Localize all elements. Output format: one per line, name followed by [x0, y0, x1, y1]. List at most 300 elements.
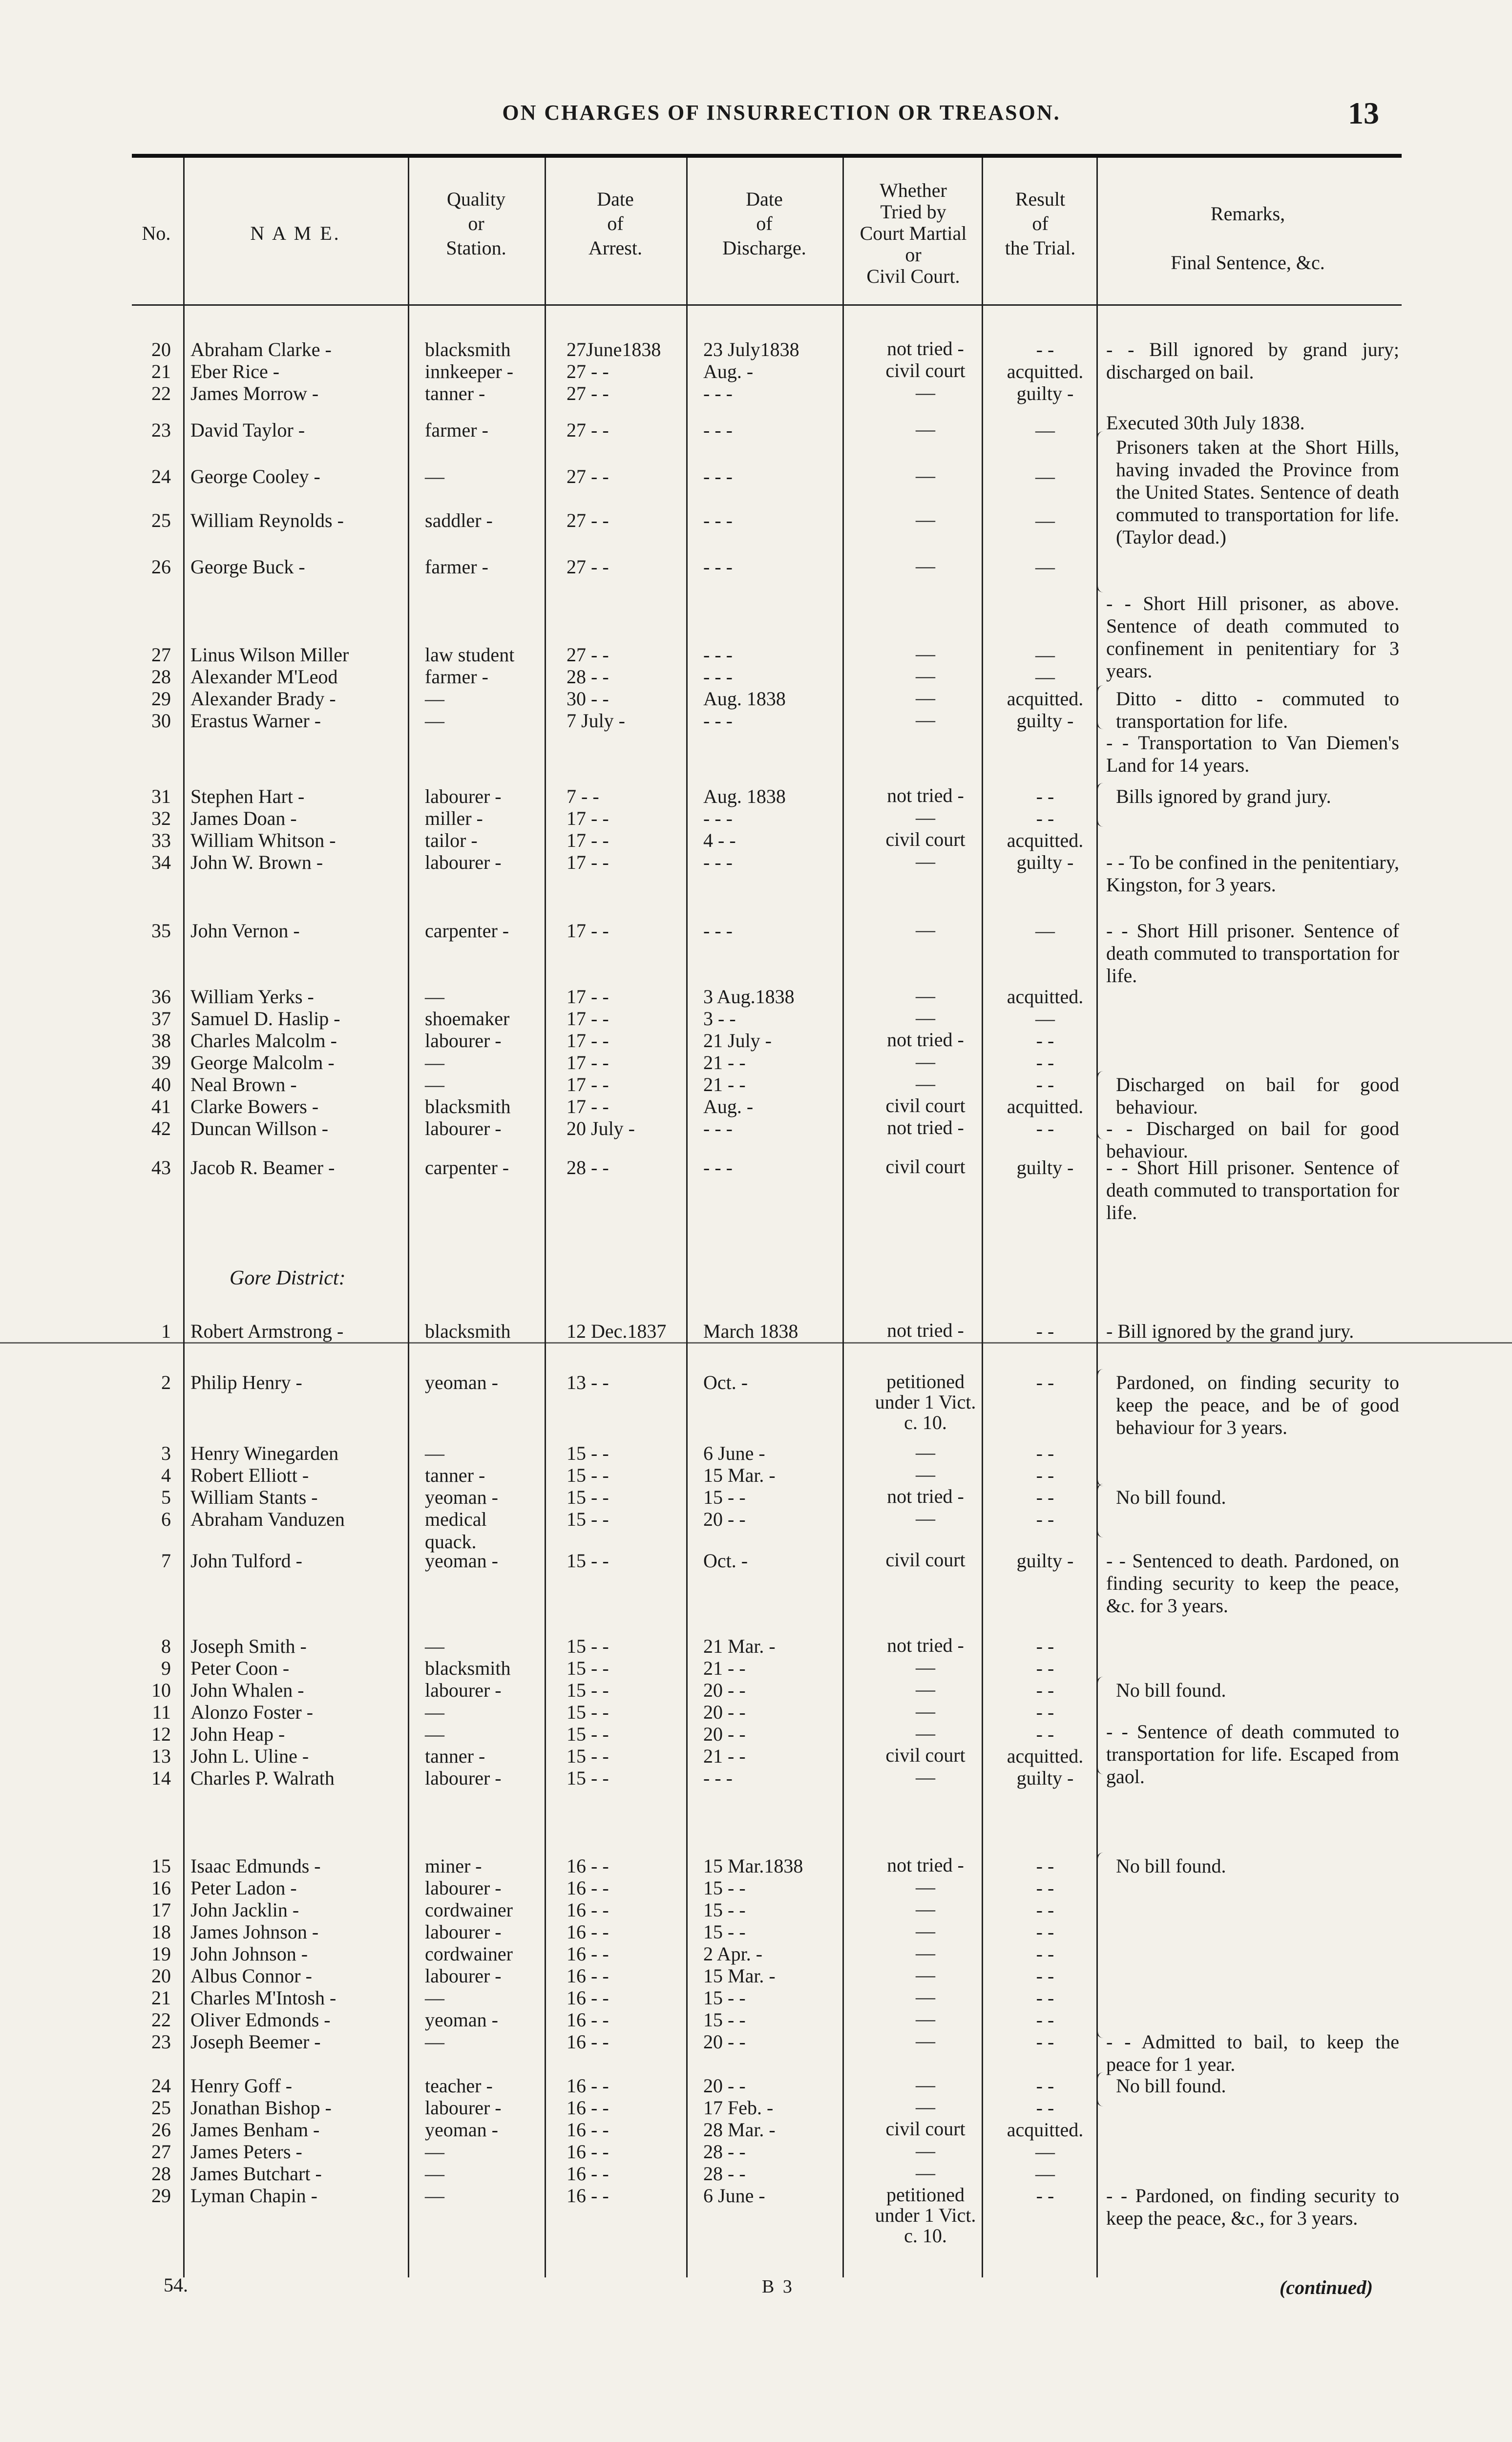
row-number: 28 [151, 666, 171, 688]
quality-or-station: blacksmith [425, 338, 511, 360]
quality-or-station: — [425, 1635, 444, 1657]
date-of-discharge: 23 July1838 [703, 338, 799, 360]
date-of-arrest: 16 - - [567, 2185, 609, 2207]
footer-sheet-number: 54. [164, 2274, 188, 2296]
date-of-arrest: 15 - - [567, 1701, 609, 1723]
remark-text: No bill found. [1116, 2075, 1226, 2097]
person-name: Alonzo Foster - [190, 1701, 314, 1723]
date-of-discharge: 6 June - [703, 1442, 765, 1464]
row-number: 5 [161, 1486, 171, 1508]
column-header-remarks: Remarks, Final Sentence, &c. [1171, 203, 1325, 274]
date-of-discharge: Oct. - [703, 1371, 748, 1393]
date-of-discharge: 20 - - [703, 1701, 746, 1723]
trial-type: not tried - [887, 784, 964, 806]
trial-result: - - [1036, 1679, 1054, 1701]
date-of-arrest: 17 - - [567, 986, 609, 1008]
date-of-arrest: 15 - - [567, 1767, 609, 1789]
row-number: 37 [151, 1008, 171, 1030]
date-of-arrest: 17 - - [567, 1074, 609, 1095]
date-of-arrest: 20 July - [567, 1117, 635, 1139]
trial-result: — [1035, 1008, 1055, 1030]
person-name: William Stants - [190, 1486, 318, 1508]
date-of-discharge: Aug. 1838 [703, 688, 786, 710]
date-of-arrest: 15 - - [567, 1745, 609, 1767]
row-number: 35 [151, 920, 171, 942]
date-of-discharge: Aug. - [703, 1095, 754, 1117]
row-number: 22 [151, 382, 171, 404]
trial-result: — [1035, 509, 1055, 531]
date-of-arrest: 15 - - [567, 1723, 609, 1745]
records-table [132, 158, 1402, 2277]
brace-mark [1096, 1853, 1107, 2038]
person-name: George Buck - [190, 556, 305, 578]
row-number: 16 [151, 1877, 171, 1899]
person-name: James Doan - [190, 807, 297, 829]
remark-text: - - Short Hill prisoner. Sentence of death commuted to transportation for life. [1106, 920, 1399, 987]
trial-type: — [916, 665, 935, 687]
row-number: 24 [151, 465, 171, 487]
row-number: 27 [151, 2141, 171, 2163]
trial-result: — [1035, 920, 1055, 942]
date-of-arrest: 12 Dec.1837 [567, 1320, 667, 1342]
trial-result: guilty - [1016, 851, 1074, 873]
date-of-arrest: 17 - - [567, 829, 609, 851]
quality-or-station: carpenter - [425, 1157, 509, 1179]
trial-result: - - [1036, 1965, 1054, 1987]
trial-type: not tried - [887, 1319, 964, 1341]
trial-type: — [916, 2096, 935, 2118]
date-of-arrest: 16 - - [567, 2097, 609, 2119]
brace-mark [1096, 431, 1107, 592]
trial-result: - - [1036, 1855, 1054, 1877]
date-of-discharge: - - - [703, 1117, 733, 1139]
trial-type: — [916, 1678, 935, 1700]
date-of-arrest: 16 - - [567, 1899, 609, 1921]
trial-result: - - [1036, 2009, 1054, 2031]
page-header-title: ON CHARGES OF INSURRECTION OR TREASON. [502, 101, 1061, 125]
quality-or-station: cordwainer [425, 1899, 513, 1921]
date-of-arrest: 16 - - [567, 1943, 609, 1965]
date-of-discharge: - - - [703, 920, 733, 942]
person-name: Erastus Warner - [190, 710, 321, 732]
date-of-arrest: 16 - - [567, 1877, 609, 1899]
quality-or-station: tanner - [425, 1464, 485, 1486]
date-of-arrest: 16 - - [567, 2031, 609, 2053]
person-name: John Heap - [190, 1723, 285, 1745]
quality-or-station: — [425, 688, 444, 710]
header-rule [132, 304, 1402, 306]
trial-type: civil court [885, 2118, 966, 2140]
row-number: 26 [151, 556, 171, 578]
date-of-arrest: 30 - - [567, 688, 609, 710]
trial-type: — [916, 806, 935, 828]
row-number: 32 [151, 807, 171, 829]
person-name: Albus Connor - [190, 1965, 312, 1987]
remark-text: No bill found. [1116, 1855, 1226, 1877]
remark-text: - - Transportation to Van Diemen's Land for 14 years. [1106, 732, 1399, 776]
row-number: 6 [161, 1508, 171, 1530]
quality-or-station: tanner - [425, 1745, 485, 1767]
quality-or-station: saddler - [425, 509, 493, 531]
date-of-discharge: 4 - - [703, 829, 736, 851]
date-of-discharge: - - - [703, 1767, 733, 1789]
trial-result: - - [1036, 1723, 1054, 1745]
remark-text: Bills ignored by grand jury. [1116, 785, 1331, 807]
quality-or-station: yeoman - [425, 1550, 498, 1572]
remark-text: - - Short Hill prisoner. Sentence of death commuted to transportation for life. [1106, 1157, 1399, 1223]
trial-type: petitioned under 1 Vict. c. 10. [875, 1370, 976, 1433]
date-of-discharge: Oct. - [703, 1550, 748, 1572]
date-of-arrest: 15 - - [567, 1442, 609, 1464]
row-number: 40 [151, 1074, 171, 1095]
trial-type: civil court [885, 828, 966, 850]
remark-text: Pardoned, on finding security to keep the peace, and be of good behaviour for 3 years. [1116, 1371, 1399, 1438]
date-of-arrest: 15 - - [567, 1657, 609, 1679]
trial-type: — [916, 1986, 935, 2008]
date-of-arrest: 7 - - [567, 785, 599, 807]
person-name: James Johnson - [190, 1921, 319, 1943]
trial-result: - - [1036, 1371, 1054, 1393]
person-name: Peter Coon - [190, 1657, 290, 1679]
brace-mark [1096, 1677, 1107, 1774]
trial-result: guilty - [1016, 1157, 1074, 1179]
date-of-arrest: 17 - - [567, 851, 609, 873]
column-header-quality: Quality or Station. [446, 188, 506, 259]
top-rule [132, 154, 1402, 158]
trial-result: acquitted. [1007, 688, 1084, 710]
column-header-result: Result of the Trial. [1005, 188, 1076, 259]
row-number: 29 [151, 688, 171, 710]
trial-type: — [916, 850, 935, 872]
row-number: 43 [151, 1157, 171, 1179]
date-of-arrest: 27 - - [567, 556, 609, 578]
person-name: Joseph Beemer - [190, 2031, 321, 2053]
person-name: Philip Henry - [190, 1371, 302, 1393]
row-number: 36 [151, 986, 171, 1008]
trial-result: guilty - [1016, 1767, 1074, 1789]
column-header-name: N A M E. [250, 222, 341, 244]
trial-result: - - [1036, 2075, 1054, 2097]
trial-type: — [916, 687, 935, 709]
trial-result: - - [1036, 1320, 1054, 1342]
person-name: George Cooley - [190, 465, 320, 487]
trial-result: guilty - [1016, 1550, 1074, 1572]
person-name: John Vernon - [190, 920, 300, 942]
row-number: 2 [161, 1371, 171, 1393]
row-number: 25 [151, 509, 171, 531]
quality-or-station: — [425, 2031, 444, 2053]
quality-or-station: carpenter - [425, 920, 509, 942]
remark-text: No bill found. [1116, 1679, 1226, 1701]
remark-text: Executed 30th July 1838. [1106, 412, 1305, 434]
date-of-arrest: 16 - - [567, 2009, 609, 2031]
person-name: John Jacklin - [190, 1899, 299, 1921]
date-of-arrest: 16 - - [567, 1965, 609, 1987]
trial-type: — [916, 1463, 935, 1485]
trial-result: - - [1036, 1508, 1054, 1530]
column-header-no: No. [142, 222, 171, 244]
trial-result: - - [1036, 1701, 1054, 1723]
trial-type: — [916, 1920, 935, 1942]
row-number: 4 [161, 1464, 171, 1486]
footer-continued: (continued) [1280, 2276, 1373, 2298]
trial-result: — [1035, 556, 1055, 578]
person-name: Isaac Edmunds - [190, 1855, 321, 1877]
date-of-discharge: 15 - - [703, 2009, 746, 2031]
remark-text: - - Admitted to bail, to keep the peace for 1 year. [1106, 2031, 1399, 2075]
person-name: William Yerks - [190, 986, 314, 1008]
date-of-arrest: 17 - - [567, 1052, 609, 1074]
trial-result: guilty - [1016, 710, 1074, 732]
row-number: 10 [151, 1679, 171, 1701]
person-name: John Whalen - [190, 1679, 304, 1701]
trial-type: — [916, 985, 935, 1007]
date-of-discharge: 6 June - [703, 2185, 765, 2207]
person-name: Henry Goff - [190, 2075, 293, 2097]
trial-type: — [916, 1898, 935, 1920]
row-number: 33 [151, 829, 171, 851]
date-of-discharge: 15 - - [703, 1877, 746, 1899]
date-of-arrest: 15 - - [567, 1550, 609, 1572]
person-name: Neal Brown - [190, 1074, 297, 1095]
person-name: Eber Rice - [190, 360, 280, 382]
quality-or-station: miller - [425, 807, 483, 829]
quality-or-station: — [425, 710, 444, 732]
remark-text: - - Discharged on bail for good behaviour. [1106, 1117, 1399, 1162]
date-of-discharge: - - - [703, 851, 733, 873]
date-of-arrest: 27 - - [567, 644, 609, 666]
page-number: 13 [1348, 96, 1379, 130]
trial-type: civil court [885, 359, 966, 381]
trial-type: — [916, 2140, 935, 2162]
quality-or-station: — [425, 986, 444, 1008]
trial-type: — [916, 381, 935, 403]
row-number: 23 [151, 419, 171, 441]
date-of-discharge: 21 - - [703, 1745, 746, 1767]
trial-type: — [916, 1700, 935, 1722]
trial-type: — [916, 1942, 935, 1964]
row-number: 26 [151, 2119, 171, 2141]
trial-result: — [1035, 644, 1055, 666]
trial-result: - - [1036, 338, 1054, 360]
date-of-discharge: Aug. - [703, 360, 754, 382]
row-number: 9 [161, 1657, 171, 1679]
trial-result: guilty - [1016, 382, 1074, 404]
trial-result: — [1035, 2141, 1055, 2163]
person-name: Linus Wilson Miller [190, 644, 349, 666]
person-name: Lyman Chapin - [190, 2185, 317, 2207]
date-of-arrest: 15 - - [567, 1635, 609, 1657]
person-name: John L. Uline - [190, 1745, 309, 1767]
row-number: 21 [151, 360, 171, 382]
date-of-discharge: 20 - - [703, 1723, 746, 1745]
trial-type: not tried - [887, 1116, 964, 1138]
remark-text: - - Sentence of death commuted to transportation for life. Escaped from gaol. [1106, 1721, 1399, 1788]
person-name: Robert Armstrong - [190, 1320, 344, 1342]
person-name: Alexander M'Leod [190, 666, 338, 688]
trial-type: — [916, 709, 935, 731]
date-of-arrest: 27 - - [567, 419, 609, 441]
person-name: Jonathan Bishop - [190, 2097, 332, 2119]
trial-result: - - [1036, 1987, 1054, 2009]
row-number: 41 [151, 1095, 171, 1117]
row-number: 1 [161, 1320, 171, 1342]
date-of-arrest: 16 - - [567, 1921, 609, 1943]
date-of-arrest: 16 - - [567, 1855, 609, 1877]
person-name: John Tulford - [190, 1550, 302, 1572]
trial-type: — [916, 2074, 935, 2096]
trial-type: — [916, 508, 935, 530]
trial-result: - - [1036, 2097, 1054, 2119]
date-of-discharge: 20 - - [703, 1679, 746, 1701]
brace-mark [1096, 783, 1107, 827]
quality-or-station: tanner - [425, 382, 485, 404]
quality-or-station: — [425, 1442, 444, 1464]
row-number: 38 [151, 1030, 171, 1052]
person-name: John Johnson - [190, 1943, 308, 1965]
brace-mark [1096, 2072, 1107, 2106]
date-of-discharge: - - - [703, 419, 733, 441]
row-number: 21 [151, 1987, 171, 2009]
date-of-arrest: 16 - - [567, 2119, 609, 2141]
date-of-arrest: 27June1838 [567, 338, 661, 360]
quality-or-station: cordwainer [425, 1943, 513, 1965]
date-of-discharge: 15 - - [703, 1921, 746, 1943]
remark-text: - - Short Hill prisoner, as above. Sentence of death commuted to confinement in penitentiary for 3 years. [1106, 592, 1399, 682]
trial-result: - - [1036, 1052, 1054, 1074]
brace-mark [1096, 1484, 1107, 1537]
trial-type: — [916, 919, 935, 941]
row-number: 34 [151, 851, 171, 873]
date-of-discharge: 15 Mar.1838 [703, 1855, 803, 1877]
trial-type: civil court [885, 1549, 966, 1571]
quality-or-station: labourer - [425, 1030, 502, 1052]
trial-result: - - [1036, 807, 1054, 829]
date-of-arrest: 16 - - [567, 2075, 609, 2097]
date-of-arrest: 17 - - [567, 807, 609, 829]
person-name: Peter Ladon - [190, 1877, 297, 1899]
trial-type: — [916, 2008, 935, 2030]
row-number: 18 [151, 1921, 171, 1943]
trial-type: — [916, 2030, 935, 2052]
quality-or-station: — [425, 1987, 444, 2009]
date-of-discharge: - - - [703, 710, 733, 732]
trial-type: civil court [885, 1095, 966, 1116]
trial-result: - - [1036, 1635, 1054, 1657]
brace-mark [1096, 1071, 1107, 1139]
date-of-discharge: 15 - - [703, 1987, 746, 2009]
trial-type: — [916, 1722, 935, 1744]
date-of-discharge: 3 Aug.1838 [703, 986, 795, 1008]
quality-or-station: blacksmith [425, 1095, 511, 1117]
quality-or-station: farmer - [425, 419, 488, 441]
person-name: John W. Brown - [190, 851, 323, 873]
trial-result: - - [1036, 1877, 1054, 1899]
quality-or-station: farmer - [425, 666, 488, 688]
person-name: Clarke Bowers - [190, 1095, 319, 1117]
trial-type: not tried - [887, 1485, 964, 1507]
trial-result: - - [1036, 1921, 1054, 1943]
quality-or-station: labourer - [425, 1767, 502, 1789]
quality-or-station: blacksmith [425, 1320, 511, 1342]
remark-text: Ditto - ditto - commuted to transportation for life. [1116, 688, 1399, 732]
trial-type: civil court [885, 1744, 966, 1766]
trial-result: acquitted. [1007, 1745, 1084, 1767]
remark-text: - - To be confined in the penitentiary, Kingston, for 3 years. [1106, 851, 1399, 896]
quality-or-station: miner - [425, 1855, 482, 1877]
trial-type: — [916, 1051, 935, 1073]
person-name: William Reynolds - [190, 509, 344, 531]
trial-result: acquitted. [1007, 360, 1084, 382]
row-number: 12 [151, 1723, 171, 1745]
trial-result: — [1035, 465, 1055, 487]
remark-text: - Bill ignored by the grand jury. [1106, 1320, 1354, 1342]
quality-or-station: — [425, 1074, 444, 1095]
row-number: 20 [151, 1965, 171, 1987]
person-name: Henry Winegarden [190, 1442, 339, 1464]
person-name: Duncan Willson - [190, 1117, 329, 1139]
trial-result: - - [1036, 1657, 1054, 1679]
date-of-discharge: 20 - - [703, 1508, 746, 1530]
trial-type: petitioned under 1 Vict. c. 10. [875, 2184, 976, 2247]
person-name: William Whitson - [190, 829, 336, 851]
quality-or-station: yeoman - [425, 1371, 498, 1393]
trial-result: acquitted. [1007, 829, 1084, 851]
trial-type: not tried - [887, 1854, 964, 1876]
column-divider [183, 158, 185, 2277]
date-of-discharge: 2 Apr. - [703, 1943, 763, 1965]
trial-type: — [916, 1876, 935, 1898]
person-name: James Benham - [190, 2119, 320, 2141]
row-number: 28 [151, 2163, 171, 2185]
trial-result: — [1035, 2163, 1055, 2185]
trial-type: civil court [885, 1156, 966, 1178]
date-of-discharge: March 1838 [703, 1320, 798, 1342]
row-number: 39 [151, 1052, 171, 1074]
date-of-arrest: 16 - - [567, 2163, 609, 2185]
remark-text: Discharged on bail for good behaviour. [1116, 1074, 1399, 1118]
person-name: Stephen Hart - [190, 785, 305, 807]
date-of-discharge: - - - [703, 1157, 733, 1179]
remark-text: - - Sentenced to death. Pardoned, on finding security to keep the peace, &c. for 3 years. [1106, 1550, 1399, 1617]
trial-result: acquitted. [1007, 1095, 1084, 1117]
row-number: 25 [151, 2097, 171, 2119]
trial-result: - - [1036, 1030, 1054, 1052]
date-of-arrest: 15 - - [567, 1679, 609, 1701]
trial-result: — [1035, 419, 1055, 441]
row-number: 13 [151, 1745, 171, 1767]
person-name: Robert Elliott - [190, 1464, 309, 1486]
quality-or-station: farmer - [425, 556, 488, 578]
trial-type: — [916, 2162, 935, 2184]
trial-result: - - [1036, 1486, 1054, 1508]
person-name: Alexander Brady - [190, 688, 336, 710]
person-name: Charles Malcolm - [190, 1030, 337, 1052]
date-of-discharge: 28 - - [703, 2163, 746, 2185]
row-number: 17 [151, 1899, 171, 1921]
remark-text: No bill found. [1116, 1486, 1226, 1508]
trial-result: — [1035, 666, 1055, 688]
date-of-arrest: 17 - - [567, 920, 609, 942]
date-of-discharge: 21 - - [703, 1657, 746, 1679]
section-label-gore-district: Gore District: [230, 1267, 346, 1289]
trial-result: - - [1036, 1899, 1054, 1921]
row-number: 29 [151, 2185, 171, 2207]
trial-result: - - [1036, 785, 1054, 807]
person-name: George Malcolm - [190, 1052, 335, 1074]
remark-text: - - Pardoned, on finding security to keep the peace, &c., for 3 years. [1106, 2185, 1399, 2229]
trial-type: — [916, 555, 935, 577]
